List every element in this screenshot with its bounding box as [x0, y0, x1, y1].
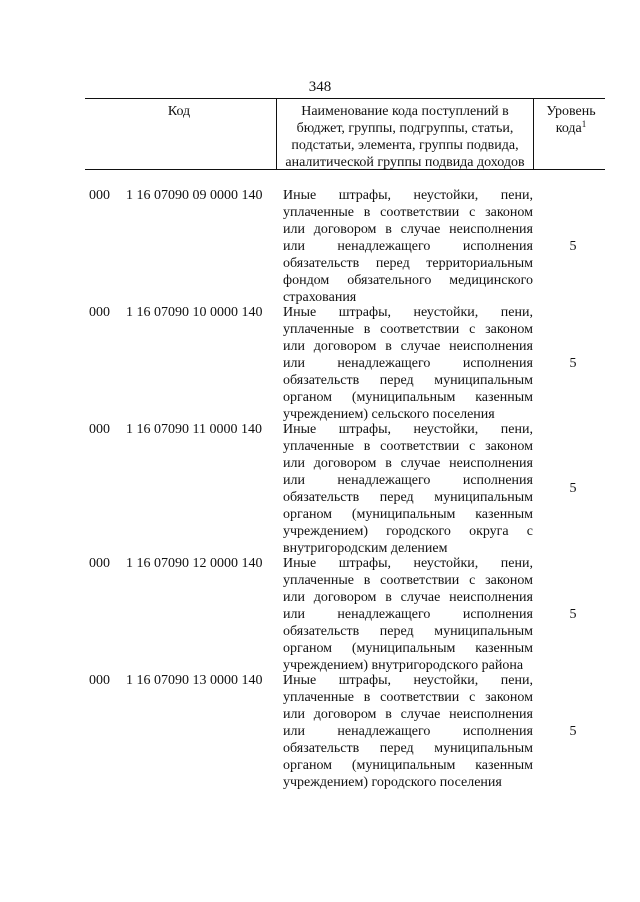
header-name: Наименование кода поступлений в бюджет, группы, подгруппы, статьи, подстатьи, элемента, группы подвида, аналитической группы подвида доходов	[276, 99, 534, 169]
row-level: 5	[569, 239, 577, 254]
header-level-label: Уровень кода	[546, 104, 596, 136]
row-description: Иные штрафы, неустойки, пени, уплаченные в соответствии с законом или договором в случае неисполнения или ненадлежащего исполнения обязательств перед муниципальным органом (муниципальным казенным учреждением) городского округа с внутригородским делением	[283, 422, 533, 556]
row-code: 1 16 07090 11 0000 140	[126, 422, 262, 437]
row-description: Иные штрафы, неустойки, пени, уплаченные в соответствии с законом или договором в случае неисполнения или ненадлежащего исполнения обязательств перед муниципальным органом (муниципальным казенным учреждением) городского поселения	[283, 673, 533, 790]
row-code: 1 16 07090 09 0000 140	[126, 188, 263, 203]
row-level: 5	[569, 607, 577, 622]
header-level	[537, 99, 605, 173]
page-number: 348	[308, 79, 332, 95]
row-code: 1 16 07090 10 0000 140	[126, 305, 263, 320]
row-level: 5	[569, 356, 577, 371]
table-header	[85, 98, 605, 170]
row-prefix: 000	[89, 556, 110, 571]
row-prefix: 000	[89, 673, 110, 688]
row-description: Иные штрафы, неустойки, пени, уплаченные в соответствии с законом или договором в случае неисполнения или ненадлежащего исполнения обязательств перед муниципальным органом (муниципальным казенным учреждением) внутригородского района	[283, 556, 533, 673]
row-prefix: 000	[89, 305, 110, 320]
row-code: 1 16 07090 12 0000 140	[126, 556, 263, 571]
row-level: 5	[569, 724, 577, 739]
header-level-footnote: 1	[581, 119, 587, 129]
row-description: Иные штрафы, неустойки, пени, уплаченные в соответствии с законом или договором в случае неисполнения или ненадлежащего исполнения обязательств перед территориальным фондом обязательного медицинского страхования	[283, 188, 533, 305]
header-code: Код	[167, 104, 191, 119]
row-code: 1 16 07090 13 0000 140	[126, 673, 263, 688]
row-description: Иные штрафы, неустойки, пени, уплаченные в соответствии с законом или договором в случае неисполнения или ненадлежащего исполнения обязательств перед муниципальным органом (муниципальным казенным учреждением) сельского поселения	[283, 305, 533, 422]
row-prefix: 000	[89, 188, 110, 203]
row-level: 5	[569, 481, 577, 496]
row-prefix: 000	[89, 422, 110, 437]
